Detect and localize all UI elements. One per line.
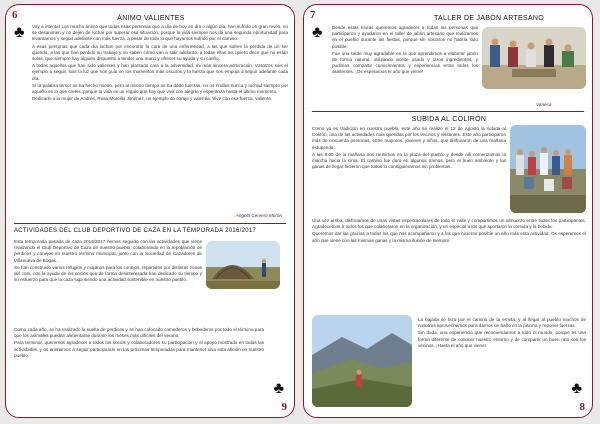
section-divider <box>14 223 286 224</box>
club-icon: ♣ <box>312 24 323 41</box>
article-signature: Angela Cervera Morón <box>235 213 282 218</box>
mountain-view-photo <box>312 315 412 407</box>
hunting-refuge-photo <box>206 241 280 289</box>
soap-workshop-photo <box>482 27 586 89</box>
article-body-end <box>418 317 586 350</box>
paragraph: La bajada se hizo por el camino de la ermita, y al llegar al pueblo muchos de nosotros aprovechamos para darnos un baño en la piscina y reponer fuerzas. <box>418 317 586 329</box>
article-body <box>312 126 506 171</box>
paragraph: Como ya es tradición en nuestro pueblo, este año se realizó el 13 de Agosto la subida al Colirón, una de las actividades más queridas por los vecinos y visitantes. Este año participaron más de cincuenta personas, entre mayores, jóvenes y niños, que disfrutaron de una mañana estupenda. <box>312 126 506 150</box>
club-icon: ♣ <box>14 24 25 41</box>
article-title: ÁNIMO VALIENTES <box>117 15 185 22</box>
page-number-bottom: 9 <box>281 401 287 413</box>
paragraph: Si la palabra temor os ha hecho miedo, pero al mismo tiempo os ha dado fuerzas, no os rindáis nunca y luchad siempre por aquello en lo que creéis, porque la vida es un regalo que hay que vivir con alegría y esperanza hasta el último momento. <box>32 82 288 95</box>
article-title: SUBIDA AL COLIRÓN <box>411 116 487 123</box>
group-hike-photo <box>510 125 586 213</box>
paragraph: A las 8:00 de la mañana nos reunimos en la plaza del pueblo y desde allí comenzamos la marcha hacia la cima. El camino fue duro en algunos tramos, pero el buen ambiente y las ganas de llegar hicieron que todos lo consiguiéramos sin problemas. <box>312 151 506 170</box>
club-icon: ♣ <box>273 380 284 397</box>
article-body <box>32 24 288 103</box>
paragraph: Para terminar, queremos agradecer a todos los socios y colaboradores su participación y el apoyo mostrado en todas las actividades, y os animamos a seguir participando en las próximas temporadas para mantener viva esta afición en nuestro pueblo. <box>14 340 264 358</box>
paragraph: Como cada año, se ha realizado la suelta de perdices y se han colocado comederos y bebederos por todo el término para que los animales puedan alimentarse durante los meses más difíciles del verano. <box>14 327 264 339</box>
left-page <box>5 4 295 418</box>
photo-illustration <box>312 315 412 407</box>
paragraph: Fue una tarde muy agradable en la que aprendimos a elaborar jabón de forma natural, utilizando aceite usado y otros ingredientes, y pudimos compartir conocimientos y experiencias entre todos los asistentes. ¡Os esperamos el año que viene! <box>332 50 478 75</box>
club-icon: ♣ <box>571 380 582 397</box>
article-body <box>332 25 478 77</box>
paragraph: Esta temporada pasada de caza 2016/2017 hemos seguido con las actividades que viene realizando el Club Deportivo de Caza de nuestro pueblo, colaborando en la repoblación de perdices y conejos en nuestro término municipal, junto con la Sociedad de Cazadores de Villanueva de Bogas. <box>14 239 202 263</box>
page-number-top: 7 <box>310 9 316 21</box>
page-number-bottom: 8 <box>579 401 585 413</box>
paragraph: A esas personas que cada día luchan por encontrar la cura de una enfermedad, a las que sufren la pérdida de un ser querido, a las que han perdido su trabajo y no saben cómo van a salir adelante, a todas ellas les quiero decir que no están solas, que siempre hay alguien dispuesto a tender una mano y ofrecer su ayuda y su cariño. <box>32 43 288 62</box>
article-title: TALLER DE JABÓN ARTESANO <box>433 15 545 22</box>
paragraph: Desde estas líneas queremos agradecer a todas las personas que participaron y ayudaron en el taller de jabón artesano que realizamos en el pueblo durante las fiestas, porque sin vosotros no habría sido posible. <box>332 25 478 49</box>
paragraph: Dedicado a la mujer de Andrés, Rosa Morcillo Jiménez, un ejemplo de coraje y valentía. Vive con esa fuerza, valiente. <box>32 96 273 102</box>
section-divider <box>312 111 584 112</box>
article-title: ACTIVIDADES DEL CLUB DEPORTIVO DE CAZA EN LA TEMPORADA 2016/2017 <box>14 228 257 234</box>
photo-illustration <box>482 27 586 89</box>
photo-illustration <box>206 241 280 289</box>
paragraph: Sin duda, una experiencia que recomendamos a todo el mundo, porque es una forma diferente de conocer nuestro entorno y de compartir un buen rato con los vecinos. ¡Hasta el año que viene! <box>418 330 586 348</box>
page-number-top: 6 <box>12 9 18 21</box>
right-page <box>303 4 593 418</box>
paragraph: A todos aquellos que han sido valientes y han plantado cara a la adversidad, mi más sincera admiración. Vosotros sois el ejemplo a seguir, sois la luz que nos guía en los momentos más oscuros y la fuerza que nos empuja a seguir adelante cada día. <box>32 63 288 81</box>
paragraph: Se han construido varios refugios y majanos para los conejos, repartidos por distintas zonas del coto, con la ayuda de los socios que de forma desinteresada han dedicado su tiempo y su esfuerzo para que la caza siga siendo una actividad sostenible en nuestro pueblo. <box>14 264 202 283</box>
paragraph: Una vez arriba, disfrutamos de unas vistas espectaculares de todo el valle y compartimos un almuerzo entre todos los participantes. Agradecemos a todos los que colaboraron en la organización, y en especial a los que aportaron la comida y la bebida. <box>312 218 586 230</box>
paragraph: Voy a intentar con mucho ánimo que todas esas personas que a día de hoy en día o algún día, han sufrido un gran revés, no se desanimen y no dejen de luchar por superar esa situación, porque la vida siempre nos da una segunda oportunidad para levantarnos y seguir adelante con más fuerza, a pesar de todo lo que hayamos sufrido por el camino. <box>32 24 288 42</box>
photo-illustration <box>510 125 586 213</box>
photo-caption: Vanesa <box>536 102 552 107</box>
article-body-continued <box>312 218 586 245</box>
paragraph: Queremos dar las gracias a todos los que nos acompañaron y a los que hicieron posible un año más esta actividad. Os esperamos el año que viene con las mismas ganas y la misma ilusión de siempre. <box>312 231 586 243</box>
article-body <box>14 239 202 284</box>
article-body-continued <box>14 327 264 360</box>
